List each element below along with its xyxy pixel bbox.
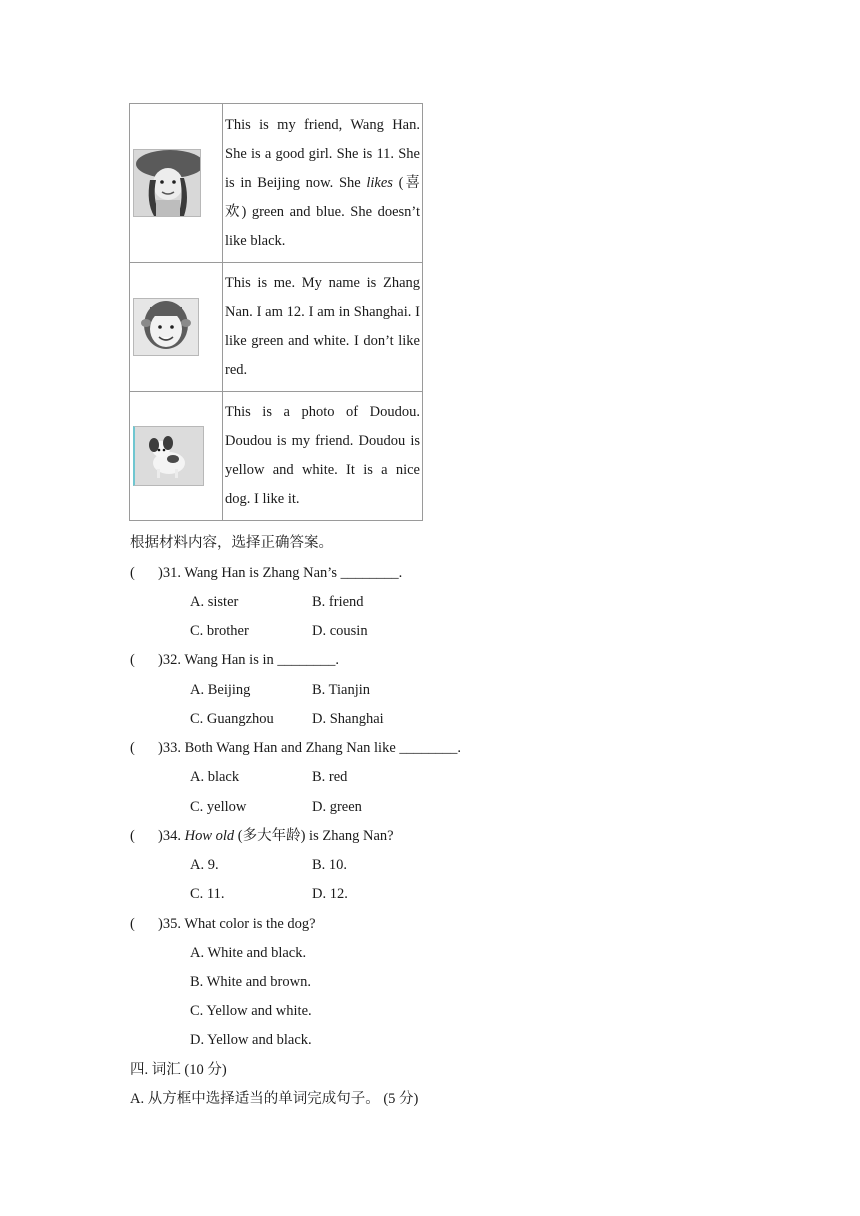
- option-d[interactable]: D. cousin: [312, 623, 368, 639]
- profile-row: [130, 392, 423, 521]
- subsection-title: A. 从方框中选择适当的单词完成句子。 (5 分): [130, 1091, 419, 1107]
- photo-cell: [130, 263, 223, 392]
- option-a[interactable]: A. White and black.: [190, 945, 307, 961]
- profile-table: [129, 103, 423, 521]
- option-d[interactable]: D. Shanghai: [312, 711, 384, 727]
- instruction-text: 根据材料内容，选择正确答案。: [130, 535, 333, 551]
- option-b[interactable]: B. friend: [312, 594, 364, 610]
- option-c[interactable]: C. Guangzhou: [190, 711, 274, 727]
- question-33: ( )33. Both Wang Han and Zhang Nan like ________.: [130, 740, 462, 756]
- question-34: ( )34. How old (多大年龄) is Zhang Nan?: [130, 828, 394, 844]
- girl-in-sunhat-photo: [133, 149, 201, 217]
- option-c[interactable]: C. yellow: [190, 799, 247, 815]
- option-c[interactable]: C. brother: [190, 623, 249, 639]
- photo-cell: [130, 104, 223, 263]
- profile-row: [130, 263, 423, 392]
- option-b[interactable]: B. White and brown.: [190, 974, 311, 990]
- option-a[interactable]: A. Beijing: [190, 682, 251, 698]
- profile-text: This is a photo of Doudou. Doudou is my friend. Doudou is yellow and white. It is a nice dog. I like it.: [223, 392, 423, 521]
- question-31: ( )31. Wang Han is Zhang Nan’s ________.: [130, 565, 403, 581]
- option-a[interactable]: A. sister: [190, 594, 239, 610]
- option-b[interactable]: B. 10.: [312, 857, 348, 873]
- option-c[interactable]: C. Yellow and white.: [190, 1003, 312, 1019]
- option-d[interactable]: D. green: [312, 799, 362, 815]
- section-title: 四. 词汇 (10 分): [130, 1062, 227, 1078]
- option-d[interactable]: D. 12.: [312, 886, 348, 902]
- profile-text: This is my friend, Wang Han. She is a good girl. She is 11. She is in Beijing now. She likes (喜欢) green and blue. She doesn’t like black.: [223, 104, 423, 263]
- question-35: ( )35. What color is the dog?: [130, 916, 316, 932]
- option-b[interactable]: B. Tianjin: [312, 682, 371, 698]
- smiling-girl-photo: [133, 298, 199, 356]
- option-a[interactable]: A. 9.: [190, 857, 219, 873]
- photo-cell: [130, 392, 223, 521]
- option-d[interactable]: D. Yellow and black.: [190, 1032, 312, 1048]
- profile-text: This is me. My name is Zhang Nan. I am 12. I am in Shanghai. I like green and white. I don’t like red.: [223, 263, 423, 392]
- puppy-photo: [133, 426, 204, 486]
- profile-row: [130, 104, 423, 263]
- option-a[interactable]: A. black: [190, 769, 240, 785]
- question-32: ( )32. Wang Han is in ________.: [130, 652, 340, 668]
- option-b[interactable]: B. red: [312, 769, 348, 785]
- option-c[interactable]: C. 11.: [190, 886, 225, 902]
